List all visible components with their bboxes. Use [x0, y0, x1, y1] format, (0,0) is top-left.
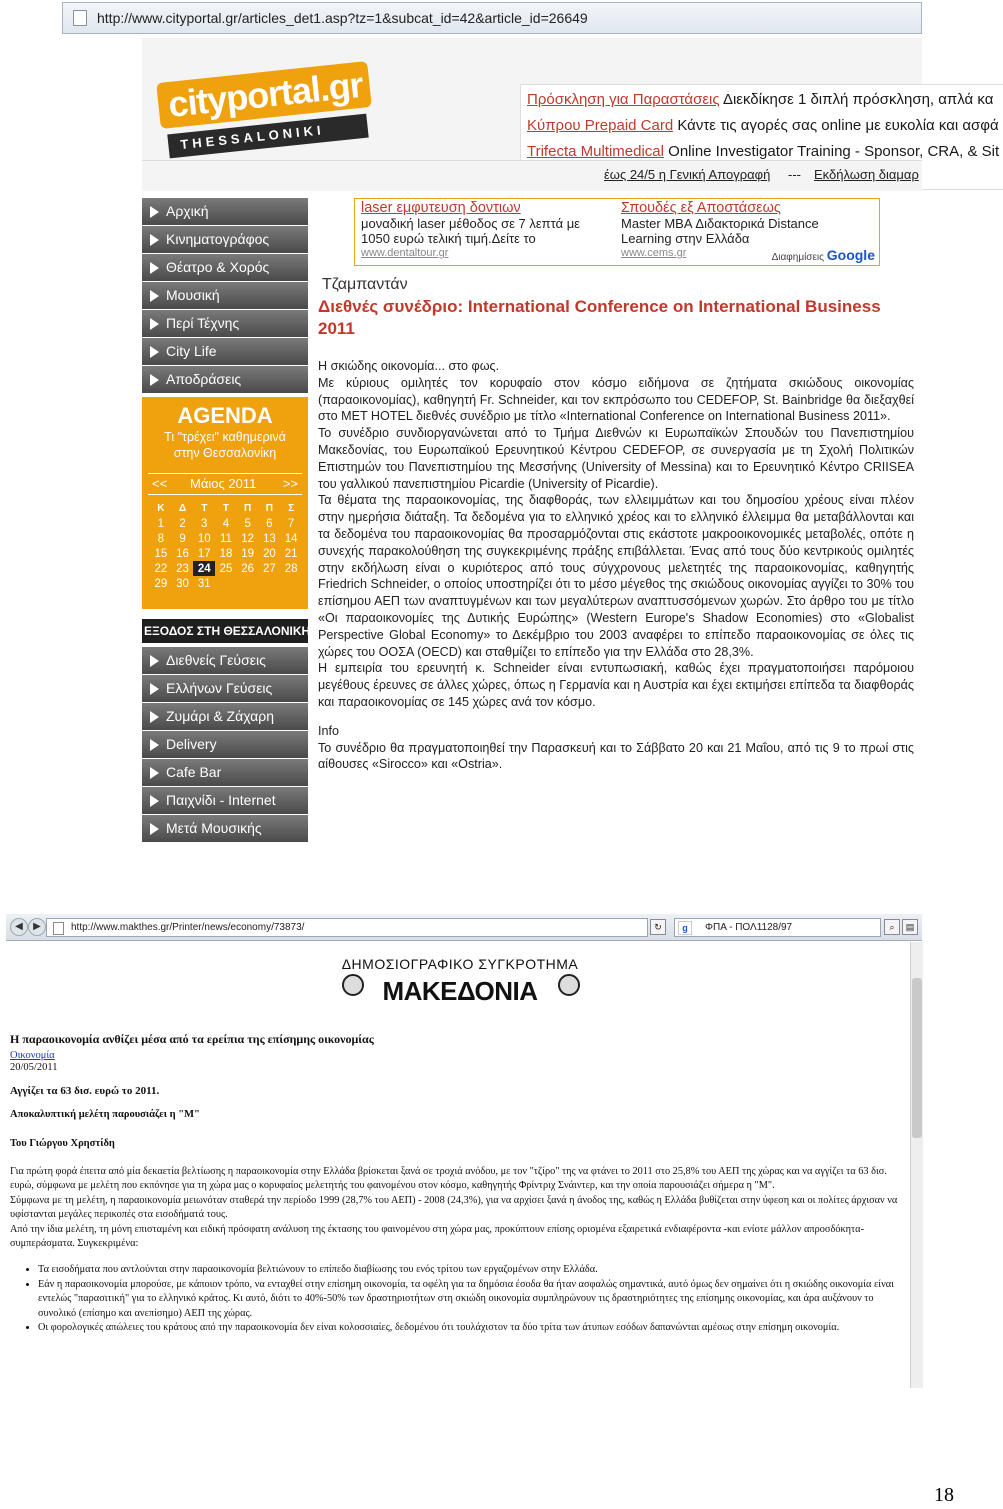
google-ads-badge[interactable]: [772, 247, 875, 263]
play-arrow-icon: [150, 767, 159, 779]
exodos-header: ΕΞΟΔΟΣ ΣΤΗ ΘΕΣΣΑΛΟΝΙΚΗ: [142, 619, 308, 643]
article-body: [318, 358, 914, 773]
top-ad-link[interactable]: Κύπρου Prepaid Card: [527, 117, 674, 134]
agenda-subtitle: [142, 429, 308, 461]
calendar-day[interactable]: 2: [179, 517, 186, 530]
calendar-day[interactable]: 11: [219, 532, 232, 545]
calendar-day[interactable]: 14: [284, 532, 298, 545]
play-arrow-icon: [150, 346, 159, 358]
calendar-day[interactable]: 13: [262, 532, 276, 545]
top-ad-text: Διεκδίκησε 1 διπλή πρόσκληση, απλά κα: [722, 91, 994, 108]
sidebar-item-label: Θέατρο & Χορός: [166, 259, 270, 275]
calendar-day: [259, 576, 281, 591]
reload-icon[interactable]: ↻: [650, 919, 666, 935]
sidebar-item[interactable]: [142, 254, 308, 281]
google-ad[interactable]: [361, 201, 580, 261]
masthead: [340, 956, 580, 1007]
play-arrow-icon: [150, 795, 159, 807]
calendar-day[interactable]: 26: [241, 562, 255, 575]
agenda-subtitle-line: Τι "τρέχει" καθημερινά: [164, 430, 286, 444]
weekday-label: Σ: [288, 503, 295, 514]
calendar-day[interactable]: 7: [287, 517, 295, 530]
sidebar-item[interactable]: [142, 198, 308, 225]
article-paragraph: Σύμφωνα με τη μελέτη, η παραοικονομία μειωνόταν σταθερά την περίοδο 1999 (28,7% του ΑΕΠ) - 2008 (24,3%), για να αρχίσει ξανά η άνοδος της, καθώς η Ελλάδα βυθίζεται στην ύφεση και οι πολίτες άρχισαν να υφίστανται μεγάλες περικοπές στα εισοδήματά τους.: [10, 1194, 898, 1221]
calendar-day[interactable]: 25: [219, 562, 233, 575]
list-item: • Εάν η παραοικονομία μπορούσε, με κάποιον τρόπο, να ενταχθεί στην επίσημη οικονομία, τα οφέλη για τα δημόσια έσοδα θα ήταν ασφαλώς σημαντικά, αυτό όμως δεν σημαίνει ότι η σκιώδης οικονομία είναι εντελώς "παρασιτική" για το ελληνικό κράτος. Κι αυτό, διότι το 40%-50% των δραστηριοτήτων στη σκιώδη οικονομία συμπληρώνουν τις δραστηριότητες της επίσημης οικονομίας, και άρα αυξάνουν το συνολικό (επίσημο και ανεπίσημο) ΑΕΠ της χώρας.: [38, 1278, 906, 1321]
calendar-day[interactable]: 27: [262, 562, 276, 575]
google-ad-title[interactable]: Σπουδές εξ Αποστάσεως: [621, 200, 781, 216]
sidebar-item[interactable]: [142, 703, 308, 730]
top-ad[interactable]: [527, 91, 993, 108]
article-paragraph: Για πρώτη φορά έπειτα από μία δεκαετία βελτίωσης η παραοικονομία στην Ελλάδα βρίσκεται ξανά σε τροχιά ανόδου, με τον "τζίρο" της να φτάνει το 2011 στο 25,8% του ΑΕΠ της χώρας και να αγγίζει τα 63 δισ. ευρώ, σύμφωνα με μελέτη που εκπόνησε για τη χώρα μας ο κορυφαίος μελετητής του φαινομένου στον κόσμο, καθηγητής Φρίντριχ Σνάιντερ, και την οποία παρουσιάζει σήμερα η "Μ".: [10, 1166, 887, 1192]
address-url[interactable]: http://www.makthes.gr/Printer/news/economy/73873/: [71, 922, 305, 933]
calendar-day[interactable]: 20: [262, 547, 276, 560]
calendar-day[interactable]: 29: [154, 577, 168, 590]
article-paragraph: Από την ίδια μελέτη, τη μόνη επισταμένη και ειδική πρόσφατη ανάλυση της έκτασης του φαινομένου στη χώρα μας, προκύπτουν επίσης ορισμένα εξαιρετικά ενδιαφέροντα -και ενίοτε μάλλον απροσδόκητα- συμπεράσματα. Συγκεκριμένα:: [10, 1223, 865, 1250]
sidebar-item[interactable]: [142, 787, 308, 814]
strip-link-right[interactable]: Εκδήλωση διαμαρ: [814, 167, 919, 182]
scrollbar-thumb[interactable]: [912, 978, 922, 1138]
play-arrow-icon: [150, 290, 159, 302]
seal-icon: [558, 974, 580, 996]
sidebar-item[interactable]: [142, 366, 308, 393]
sidebar-item[interactable]: [142, 731, 308, 758]
google-ad-line: μοναδική laser μέθοδος σε 7 λεπτά με: [361, 216, 580, 231]
article-author: Του Γιώργου Χρηστίδη: [10, 1138, 115, 1149]
sidebar-item-label: Κινηματογράφος: [166, 231, 270, 247]
article-paragraph: Τα θέματα της παραοικονομίας, της διαφθοράς, των ελλειμμάτων και του δημοσίου χρέους είναι πλέον στην ημερήσια διάταξη. Τα δεδομένα για το ελληνικό χρέος και το ελληνικό έλλειμμα θα μεταβάλλονται και τα δεδομένα του παραοικονομίας θα προσαρμόζονται στις εκάστοτε μακροοικονομικές μεταβολές, οπότε η συνεχής παρακολούθηση της συγκεκριμένης πράξης επιβάλλεται. Ένας από τους δύο κεντρικούς ομιλητές στην εκδήλωση είναι ο κυριότερος από τους σύγχρονους μελετητές της παραοικονομίας, καθηγητής Friedrich Schneider, ο οποίος υποστηρίζει ότι το μέσο μέγεθος της σκιώδους οικονομίας αγγίζει το 30% του επίσημου ΑΕΠ των αναπτυγμένων και των μεγαλύτερων αναπτυσσόμενων χωρών. Στο άρθρο του με τίτλο «Οι παραοικονομίες της Δυτικής Ευρώπης» (Western Europe's Shadow Economies) στο «Globalist Perspective Global Economy» το Δεκέμβριο του 2003 αναφέρει το επίπεδο παραοικονομίας σε όλες τις χώρες του ΟΟΣΑ (OECD) και σταθμίζει το επίπεδο για την Ελλάδα στο 28,3%.: [318, 493, 914, 659]
weekday-label: Π: [265, 503, 273, 514]
address-bar[interactable]: [46, 918, 648, 937]
article-paragraph: Με κύριους ομιλητές τον κορυφαίο στον κόσμο ειδήμονα σε ζητήματα σκιώδους οικονομίας (παραοικονομίας), καθηγητή Fr. Schneider, και τον εκπρόσωπο του CEDEFOP, St. Bainbridge θα διεξαχθεί στο ΜΕΤ HOTEL διεθνές συνέδριο με τίτλο «International Conference on International Business 2011».: [318, 375, 914, 424]
article-title: Η παραοικονομία ανθίζει μέσα από τα ερείπια της επίσημης οικονομίας: [10, 1032, 374, 1046]
strip-separator: ---: [788, 167, 801, 182]
printer-article: [10, 1032, 906, 1335]
browser-toolbar: [6, 914, 922, 941]
google-search-icon: g: [678, 921, 692, 935]
article-paragraph: Το συνέδριο συνδιοργανώνεται από το Τμήμα Διεθνών κι Ευρωπαϊκών Σπουδών του Πανεπιστημίου Μακεδονίας, του Ευρωπαϊκού Ερευνητικού Κέντρου CEDEFOP, σε συνεργασία με τη Σχολή Πολιτικών Επιστημών του Πανεπιστημίου της Μεσσήνης (University of Messina) και το Ερευνητικό Κέντρο CRIISEA του γαλλικού πανεπιστημίου Picardie (University of Picardie).: [318, 426, 914, 491]
news-strip: [142, 160, 922, 191]
calendar-day[interactable]: 5: [244, 517, 251, 530]
sidebar-item-label: Αποδράσεις: [166, 371, 242, 387]
agenda-title: AGENDA: [177, 403, 273, 428]
cityportal-screenshot: [62, 2, 1000, 836]
article-subtitle: Αποκαλυπτική μελέτη παρουσιάζει η "Μ": [10, 1109, 200, 1120]
forward-icon[interactable]: ▶: [28, 918, 46, 936]
play-arrow-icon: [150, 711, 159, 723]
calendar-day[interactable]: 30: [176, 577, 189, 590]
seal-icon: [342, 974, 364, 996]
article-area: [314, 198, 914, 830]
calendar-day[interactable]: 17: [197, 547, 211, 560]
calendar-day[interactable]: 19: [241, 547, 255, 560]
info-text: Το συνέδριο θα πραγματοποιηθεί την Παρασκευή και το Σάββατο 20 και 21 Μαΐου, από τις 9 το πρωί στις αίθουσες «Sirocco» και «Ostria».: [318, 740, 914, 772]
google-ad-line: 1050 ευρώ τελική τιμή.Δείτε το: [361, 231, 536, 246]
weekday-label: Π: [244, 503, 252, 514]
google-ad-title[interactable]: laser εμφυτευση δοντιων: [361, 200, 521, 216]
agenda-widget: [142, 397, 308, 609]
scrollbar[interactable]: [910, 942, 923, 1388]
sidebar-item-label: Μουσική: [166, 287, 220, 303]
site-logo[interactable]: [148, 48, 384, 152]
calendar-day: [215, 576, 237, 591]
play-arrow-icon: [150, 739, 159, 751]
logo-text: cityportal.gr: [166, 63, 365, 125]
sidebar-item[interactable]: [142, 647, 308, 674]
calendar-day[interactable]: 12: [241, 532, 255, 545]
masthead-title: ΜΑΚΕΔΟΝΙΑ: [382, 976, 538, 1006]
sidebar-item[interactable]: [142, 759, 308, 786]
category-link[interactable]: Οικονομία: [10, 1050, 55, 1061]
article-author: Τζαμπαντάν: [322, 276, 408, 293]
sidebar-item-label: Cafe Bar: [166, 764, 222, 780]
top-ad-link[interactable]: Πρόσκληση για Παραστάσεις: [527, 91, 720, 108]
calendar-day: [280, 576, 302, 591]
calendar-day[interactable]: 9: [179, 532, 186, 545]
page-icon: [53, 922, 64, 935]
google-ad-url[interactable]: www.dentaltour.gr: [361, 247, 449, 259]
address-bar[interactable]: [62, 2, 922, 34]
calendar-day[interactable]: 10: [197, 532, 211, 545]
play-arrow-icon: [150, 655, 159, 667]
sidebar-item[interactable]: [142, 226, 308, 253]
sidebar-item[interactable]: [142, 282, 308, 309]
google-ad-line: Learning στην Ελλάδα: [621, 231, 750, 246]
info-heading: Info: [318, 723, 340, 738]
weekday-label: Δ: [178, 503, 187, 514]
calendar-day[interactable]: 31: [197, 577, 211, 590]
search-icon[interactable]: ⌕: [884, 919, 900, 935]
next-month-button[interactable]: >>: [282, 476, 298, 491]
article-title: [318, 296, 918, 340]
address-url[interactable]: http://www.cityportal.gr/articles_det1.asp?tz=1&subcat_id=42&article_id=26649: [97, 10, 588, 26]
weekday-label: Κ: [157, 503, 165, 514]
article-title-line: 2011: [318, 319, 355, 338]
play-arrow-icon: [150, 823, 159, 835]
search-box[interactable]: [674, 918, 881, 937]
top-ad-text: Κάντε τις αγορές σας online με ευκολία και ασφά: [677, 117, 999, 134]
strip-link-left[interactable]: έως 24/5 η Γενική Απογραφή: [604, 167, 771, 182]
play-arrow-icon: [150, 318, 159, 330]
play-arrow-icon: [150, 374, 159, 386]
calendar-day[interactable]: 24: [193, 561, 215, 576]
sidebar-item-label: City Life: [166, 343, 217, 359]
weekday-label: Τ: [222, 503, 230, 514]
calendar-day: [237, 576, 259, 591]
logo-city: THESSALONIKI: [179, 122, 326, 153]
agenda-subtitle-line: στην Θεσσαλονίκη: [173, 446, 277, 460]
site-header: [142, 38, 1000, 160]
findings-list: [10, 1263, 906, 1335]
google-badge-label: Διαφημίσεις: [771, 252, 824, 263]
play-arrow-icon: [150, 683, 159, 695]
sidebar-item-label: Delivery: [166, 736, 217, 752]
play-arrow-icon: [150, 234, 159, 246]
article-paragraph: Η εμπειρία του ερευνητή κ. Schneider είναι εντυπωσιακή, καθώς έχει πραγματοποιήσει παρόμοιου μεγέθους έρευνες σε άλλες χώρες, όπως η Γερμανία και η Αυστρία και έχει εκτιμήσει επίπεδα τα διαφθοράς και παραοικονομίας σε 145 χώρες ανά τον κόσμο.: [318, 661, 914, 709]
google-ads: [354, 198, 880, 266]
calendar-day[interactable]: 4: [222, 517, 230, 530]
sidebar-item-label: Αρχική: [166, 203, 209, 219]
sidebar-item-label: Ζυμάρι & Ζάχαρη: [166, 708, 275, 724]
article-subtitle: Αγγίζει τα 63 δισ. ευρώ το 2011.: [10, 1085, 160, 1097]
google-logo: Google: [826, 247, 875, 263]
play-arrow-icon: [150, 262, 159, 274]
list-item: • Τα εισοδήματα που αντλούνται στην παραοικονομία βελτιώνουν το επίπεδο διαβίωσης του ενός τρίτου των εργαζομένων στην Ελλάδα.: [38, 1263, 906, 1277]
article-body: [10, 1165, 906, 1251]
sidebar: [142, 198, 311, 836]
page-icon: [73, 10, 87, 26]
masthead-group: ΔΗΜΟΣΙΟΓΡΑΦΙΚΟ ΣΥΓΚΡΟΤΗΜΑ: [341, 956, 579, 972]
month-label: Μάιος 2011: [190, 476, 257, 491]
search-query[interactable]: ΦΠΑ - ΠΟΛ1128/97: [705, 922, 793, 933]
calendar-day[interactable]: 22: [154, 562, 168, 575]
google-ad-url[interactable]: www.cems.gr: [621, 247, 687, 259]
page-number: 18: [934, 1484, 954, 1506]
calendar-day[interactable]: 6: [266, 517, 273, 530]
article-title-line: Διεθνές συνέδριο: International Conference on International Business: [318, 297, 881, 316]
weekday-label: Τ: [201, 503, 208, 514]
sidebar-item-label: Διεθνείς Γεύσεις: [166, 652, 266, 668]
sidebar-item-label: Ελλήνων Γεύσεις: [166, 680, 273, 696]
top-ad[interactable]: [527, 143, 999, 160]
calendar-day[interactable]: 21: [284, 547, 298, 560]
top-ad-link[interactable]: Trifecta Multimedical: [527, 143, 664, 160]
play-arrow-icon: [150, 206, 159, 218]
sidebar-item[interactable]: [142, 815, 308, 842]
sidebar-item[interactable]: [142, 310, 308, 337]
calendar-day[interactable]: 16: [176, 547, 189, 560]
google-ad-line: Master MBA Διδακτορικά Distance: [621, 216, 819, 231]
calendar-day[interactable]: 1: [157, 517, 165, 530]
calendar-day[interactable]: 28: [284, 562, 298, 575]
calendar-day[interactable]: 8: [157, 532, 165, 545]
agenda-month-bar: [148, 473, 302, 495]
menu-icon[interactable]: ▤: [902, 919, 918, 935]
list-item: • Οι φορολογικές απώλειες του κράτους από την παραοικονομία δεν είναι κολοσσιαίες, δεδομένου ότι τουλάχιστον τα δύο τρίτα των άτυπων εσόδων δαπανώνται αμέσως στην επίσημη οικονομία.: [38, 1321, 906, 1335]
calendar-day[interactable]: 18: [219, 547, 233, 560]
calendar-day[interactable]: 15: [154, 547, 168, 560]
top-ad-text: Online Investigator Training - Sponsor, CRA, & Sit: [668, 143, 1000, 160]
makthes-screenshot: [6, 914, 922, 1388]
sidebar-item-label: Μετά Μουσικής: [166, 820, 262, 836]
article-date: 20/05/2011: [10, 1062, 58, 1073]
sidebar-item-label: Παιχνίδι - Internet: [166, 792, 276, 808]
top-ad[interactable]: [527, 117, 999, 134]
sidebar-item[interactable]: [142, 675, 308, 702]
sidebar-item[interactable]: [142, 338, 308, 365]
calendar-day[interactable]: 23: [176, 562, 189, 575]
article-paragraph: Η σκιώδης οικονομία... στο φως.: [318, 359, 500, 373]
back-icon[interactable]: ◀: [10, 918, 28, 936]
calendar-grid: [150, 501, 302, 591]
prev-month-button[interactable]: <<: [152, 476, 168, 491]
sidebar-item-label: Περί Τέχνης: [166, 315, 240, 331]
calendar-day[interactable]: 3: [201, 517, 208, 530]
